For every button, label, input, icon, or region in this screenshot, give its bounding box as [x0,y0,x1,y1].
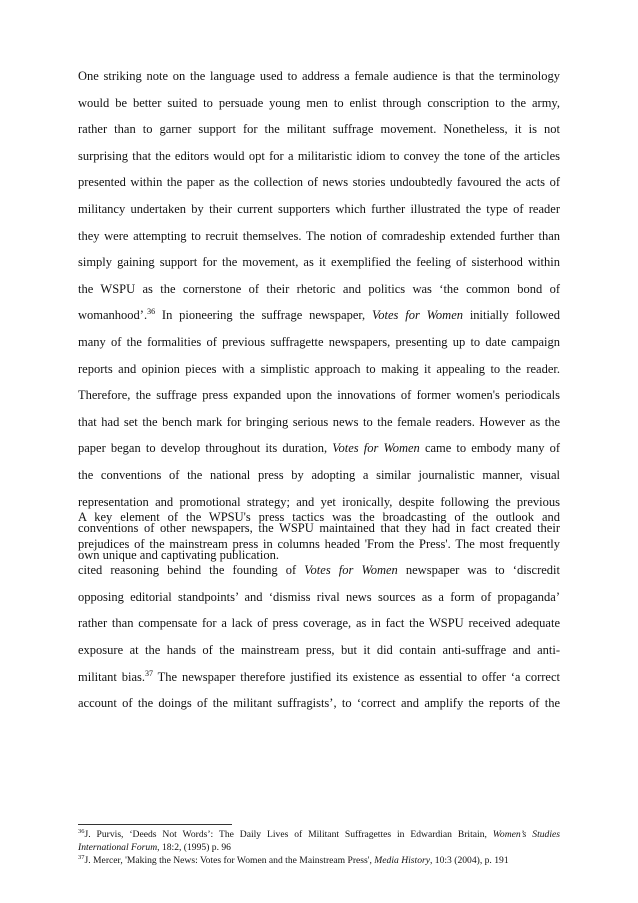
text-line: conventions of other newspapers, the WSPU maintained that they had in fact created their [78,521,560,536]
footnote-ref-37[interactable]: 37 [145,668,154,678]
text-run: militant bias. [78,669,146,684]
footnote-number: 37 [78,853,85,861]
footnote-text: J. Mercer, 'Making the News: Votes for Women and the Mainstream Press', [84,855,375,866]
text-line: rather than to garner support for the militant suffrage movement. Nonetheless, it is not [78,122,560,137]
text-run: initially followed [463,308,560,323]
footnote-divider [78,824,232,825]
text-run: came to embody many of [419,441,560,456]
text-line [78,302,560,329]
newspaper-title: Votes for Women [332,441,420,456]
text-line: presented within the paper as the collection of news stories undoubtedly favoured the acts of [78,175,560,190]
footnote-36 [78,829,560,855]
text-line: exposure at the hands of the mainstream press, but it did contain anti-suffrage and anti- [78,642,560,657]
text-line: One striking note on the language used to address a female audience is that the terminology [78,69,560,83]
text-run: paper began to develop throughout its duration, [78,441,333,456]
paragraph-2 [78,504,560,717]
text-line: simply gaining support for the movement, as it exemplified the feeling of sisterhood within [78,255,560,270]
footnote-text: , 18:2, (1995) p. 96 [157,841,231,853]
footnote-number: 36 [78,827,85,835]
text-line: they were attempting to recruit themselves. The notion of comradeship extended further than [78,228,560,243]
text-line: account of the doings of the militant suffragists’, to ‘correct and amplify the reports of the [78,696,560,711]
text-line: A key element of the WPSU's press tactics was the broadcasting of the outlook and [78,510,560,524]
footnote-37 [78,855,560,868]
text-line: opposing editorial standpoints’ and ‘dismiss rival news sources as a form of propaganda’ [78,589,560,604]
text-line: Therefore, the suffrage press expanded upon the innovations of former women's periodicals [78,388,560,403]
text-line: own unique and captivating publication. [78,547,279,562]
newspaper-title: Votes for Women [304,563,398,578]
text-line: that had set the bench mark for bringing serious news to the female readers. However as the [78,414,560,429]
journal-title: Women’s Studies International Forum [78,829,560,853]
footnote-text: J. Purvis, ‘Deeds Not Words’: The Daily Lives of Militant Suffragettes in Edwardian Britain, [84,829,493,840]
text-line: reports and opinion pieces with a simplistic approach to making it appealing to the reader. [78,361,560,376]
footnote-text: , 10:3 (2004), p. 191 [430,855,509,866]
text-line: representation and promotional strategy; and yet ironically, despite following the previous [78,494,560,509]
text-line: many of the formalities of previous suffragette newspapers, presenting up to date campaign [78,334,560,349]
text-run: In pioneering the suffrage newspaper, [155,308,373,323]
text-line: prejudices of the mainstream press in columns headed 'From the Press'. The most frequently [78,536,560,551]
journal-title: Media History [374,855,430,866]
text-line [78,664,560,691]
text-line [78,435,560,462]
text-run: womanhood’. [78,308,148,323]
text-line: surprising that the editors would opt for a militaristic idiom to convey the tone of the articles [78,148,560,163]
text-line: rather than compensate for a lack of press coverage, as in fact the WSPU received adequate [78,616,560,631]
newspaper-title: Votes for Women [372,308,463,323]
text-line: the conventions of the national press by adopting a similar journalistic manner, visual [78,467,560,482]
paragraph-1 [78,63,560,568]
text-line: the WSPU as the cornerstone of their rhetoric and politics was ‘the common bond of [78,281,560,296]
text-run: cited reasoning behind the founding of [78,563,305,578]
text-line [78,557,560,584]
text-run: The newspaper therefore justified its existence as essential to offer ‘a correct [153,669,560,684]
text-run: newspaper was to ‘discredit [397,563,560,578]
text-line: would be better suited to persuade young men to enlist through conscription to the army, [78,95,560,110]
footnote-ref-36[interactable]: 36 [147,307,156,317]
text-line: militancy undertaken by their current supporters which further illustrated the type of reader [78,201,560,216]
